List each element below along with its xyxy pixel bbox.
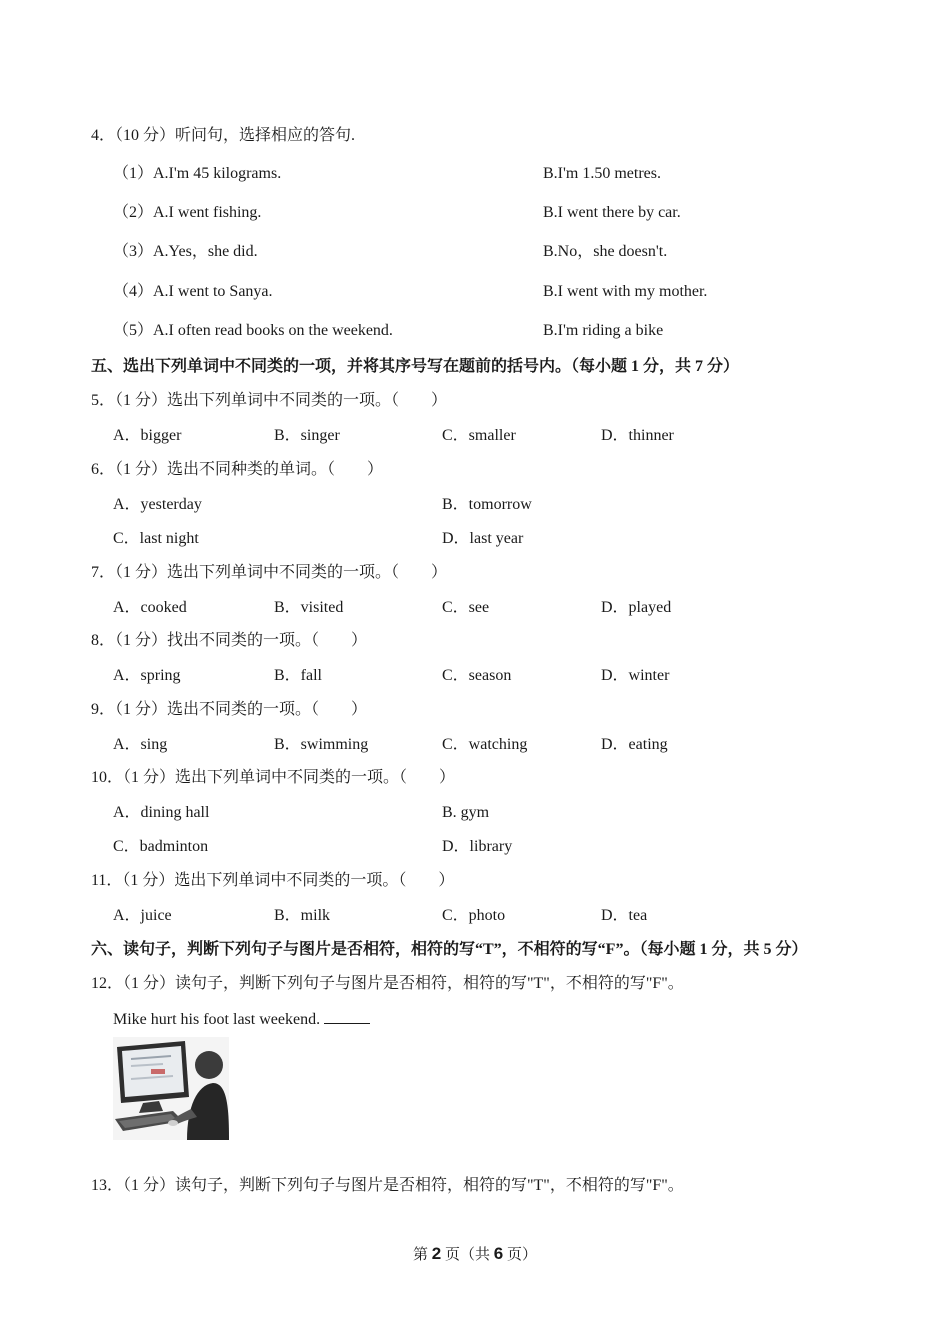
- footer-suffix: 页）: [503, 1247, 537, 1263]
- page-footer: [0, 1244, 950, 1265]
- q7-option-d[interactable]: D．played: [601, 599, 672, 616]
- footer-total-pages: 6: [493, 1244, 504, 1263]
- q12-stem: 12．（1 分）读句子，判断下列句子与图片是否相符，相符的写"T"，不相符的写"F"。: [91, 975, 684, 992]
- q7-option-b[interactable]: B．visited: [274, 599, 344, 616]
- q9-option-b[interactable]: B．swimming: [274, 736, 369, 753]
- q4-item5-b: B.I'm riding a bike: [543, 322, 664, 339]
- q4-item4-b: B.I went with my mother.: [543, 283, 708, 300]
- q4-item3-b: B.No，she doesn't.: [543, 243, 668, 260]
- q5-stem: 5．（1 分）选出下列单词中不同类的一项。（ ）: [91, 392, 448, 409]
- q12-sentence-line: [113, 1009, 370, 1030]
- q10-option-b[interactable]: B. gym: [442, 804, 490, 821]
- computer-user-picture: [113, 1037, 229, 1140]
- q10-stem: 10．（1 分）选出下列单词中不同类的一项。（ ）: [91, 769, 456, 786]
- q4-item5-a: （5）A.I often read books on the weekend.: [113, 322, 393, 339]
- q6-option-a[interactable]: A．yesterday: [113, 496, 202, 513]
- q13-stem: 13．（1 分）读句子，判断下列句子与图片是否相符，相符的写"T"，不相符的写"F"。: [91, 1177, 684, 1194]
- q9-option-c[interactable]: C．watching: [442, 736, 528, 753]
- section5-heading: 五、选出下列单词中不同类的一项，并将其序号写在题前的括号内。（每小题 1 分，共 7 分）: [91, 358, 740, 375]
- q8-option-d[interactable]: D．winter: [601, 667, 670, 684]
- q12-answer-blank[interactable]: [324, 1009, 370, 1024]
- q4-item1-b: B.I'm 1.50 metres.: [543, 165, 661, 182]
- q10-option-d[interactable]: D．library: [442, 838, 513, 855]
- q5-option-c[interactable]: C．smaller: [442, 427, 516, 444]
- q11-option-b[interactable]: B．milk: [274, 907, 331, 924]
- q10-option-c[interactable]: C．badminton: [113, 838, 209, 855]
- q6-option-b[interactable]: B．tomorrow: [442, 496, 532, 513]
- q11-option-c[interactable]: C．photo: [442, 907, 506, 924]
- q8-option-a[interactable]: A．spring: [113, 667, 181, 684]
- q5-option-a[interactable]: A．bigger: [113, 427, 182, 444]
- q11-option-a[interactable]: A．juice: [113, 907, 172, 924]
- q4-item3-a: （3）A.Yes，she did.: [113, 243, 258, 260]
- q4-item2-a: （2）A.I went fishing.: [113, 204, 262, 221]
- q7-option-c[interactable]: C．see: [442, 599, 490, 616]
- q6-option-d[interactable]: D．last year: [442, 530, 524, 547]
- q9-option-a[interactable]: A．sing: [113, 736, 168, 753]
- q6-option-c[interactable]: C．last night: [113, 530, 199, 547]
- q10-option-a[interactable]: A．dining hall: [113, 804, 210, 821]
- q8-option-c[interactable]: C．season: [442, 667, 512, 684]
- q7-stem: 7．（1 分）选出下列单词中不同类的一项。（ ）: [91, 564, 448, 581]
- q8-stem: 8．（1 分）找出不同类的一项。（ ）: [91, 632, 368, 649]
- q11-option-d[interactable]: D．tea: [601, 907, 648, 924]
- q5-option-b[interactable]: B．singer: [274, 427, 340, 444]
- q9-stem: 9．（1 分）选出不同类的一项。（ ）: [91, 701, 368, 718]
- q8-option-b[interactable]: B．fall: [274, 667, 322, 684]
- q4-stem: 4．（10 分）听问句，选择相应的答句.: [91, 127, 356, 144]
- q12-sentence: Mike hurt his foot last weekend.: [113, 1011, 321, 1028]
- q7-option-a[interactable]: A．cooked: [113, 599, 187, 616]
- q5-option-d[interactable]: D．thinner: [601, 427, 674, 444]
- footer-page-number: 2: [431, 1244, 442, 1263]
- footer-middle: 页（共: [441, 1247, 494, 1263]
- q4-item2-b: B.I went there by car.: [543, 204, 681, 221]
- q11-stem: 11．（1 分）选出下列单词中不同类的一项。（ ）: [91, 872, 455, 889]
- q4-item4-a: （4）A.I went to Sanya.: [113, 283, 273, 300]
- footer-prefix: 第: [413, 1247, 432, 1263]
- q9-option-d[interactable]: D．eating: [601, 736, 668, 753]
- section6-heading: 六、读句子，判断下列句子与图片是否相符，相符的写“T”，不相符的写“F”。（每小题 1 分，共 5 分）: [91, 941, 808, 958]
- q4-item1-a: （1）A.I'm 45 kilograms.: [113, 165, 282, 182]
- q6-stem: 6．（1 分）选出不同种类的单词。（ ）: [91, 461, 384, 478]
